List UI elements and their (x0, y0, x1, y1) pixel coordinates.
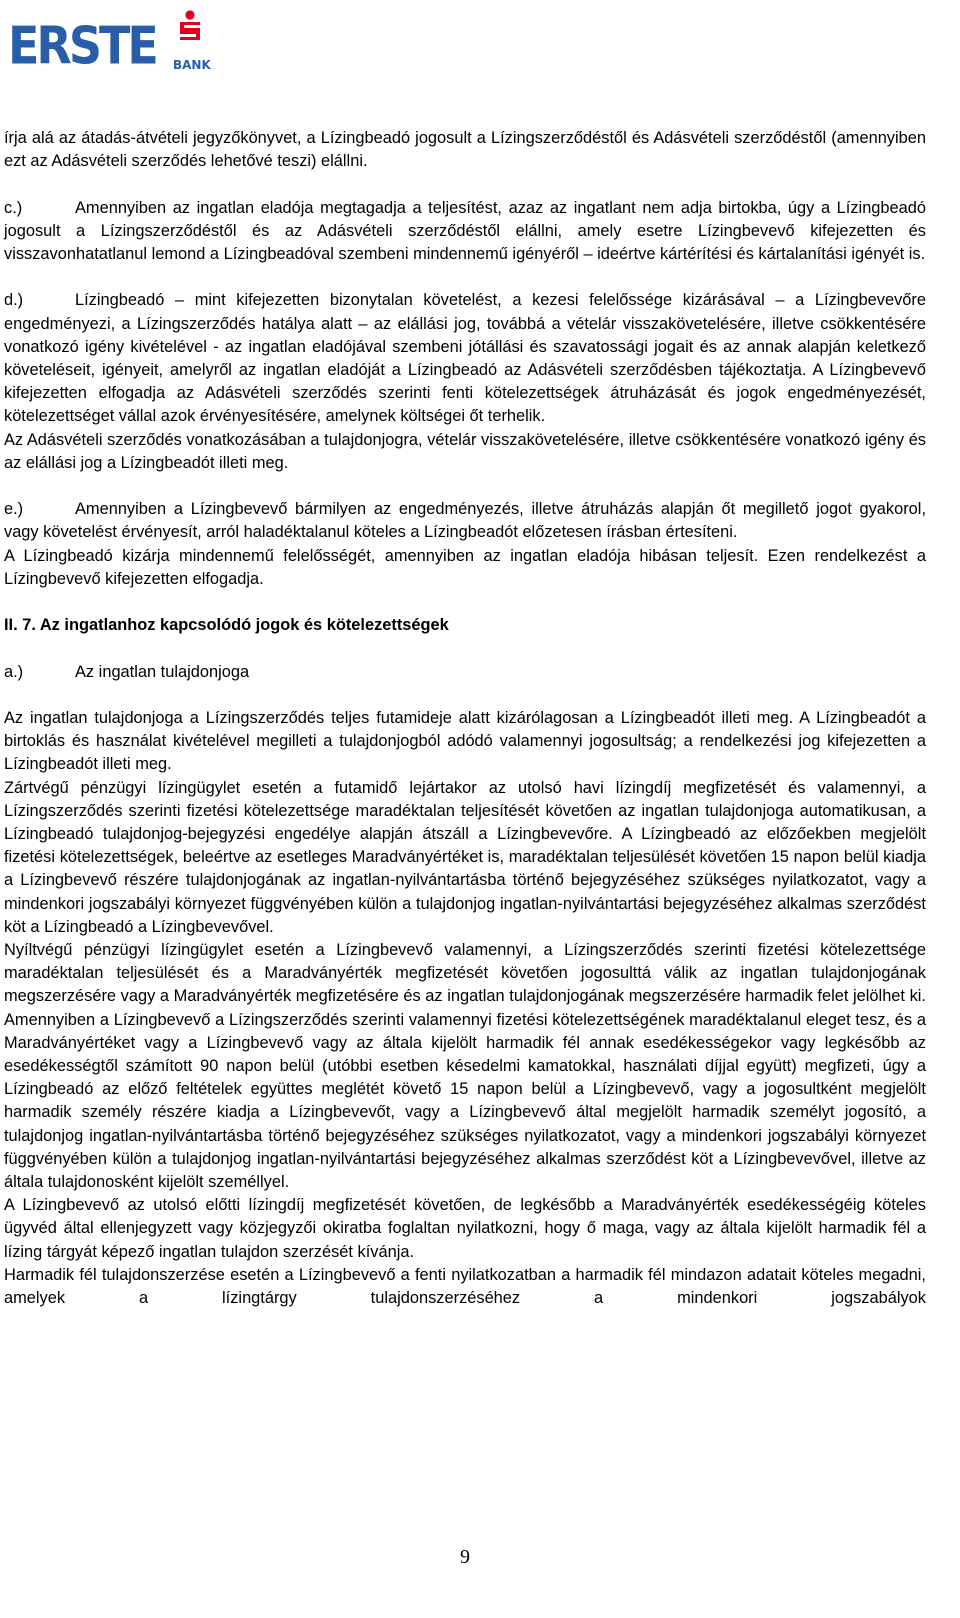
section-heading: II. 7. Az ingatlanhoz kapcsolódó jogok és kötelezettségek (4, 616, 449, 635)
paragraph-spacer (4, 475, 926, 498)
paragraph-spacer (4, 637, 926, 660)
paragraph-spacer (4, 266, 926, 289)
list-item-label: d.) (4, 291, 24, 310)
paragraph-spacer (4, 684, 926, 707)
paragraph-spacer (4, 173, 926, 196)
paragraph-spacer (4, 591, 926, 614)
list-item-label: c.) (4, 198, 23, 217)
logo-wordmark: ERSTE (8, 15, 156, 76)
erste-bank-logo (8, 6, 211, 76)
paragraph: Nyíltvégű pénzügyi lízingügylet esetén a Lízingbevevő valamennyi, a Lízingszerződés szerinti fizetési kötelezettsége maradéktalan teljesülését és a Maradványérték megfizetését követően jogosulttá válik az ingatlan tulajdonjogának megszerzésére vagy a Maradványérték megfizetésére és az ingatlan tulajdonjogának megszerzésére harmadik felet jelölhet ki. Amennyiben a Lízingbevevő a Lízingszerződés szerinti valamennyi fizetési kötelezettségének maradéktalanul eleget tesz, és a Maradványértéket vagy a Lízingbevevő vagy az általa kijelölt harmadik fél annak esedékességekor vagy legkésőbb az esedékességtől számított 90 napon belül (utóbbi esetben késedelmi kamatokkal, használati díjjal együtt) megfizeti, úgy a Lízingbeadó az előző feltételek együttes meglétét követő 15 napon belül a Lízingbevevő, vagy a jogosultként megjelölt harmadik személy részére kiadja a Lízingbevevőt, vagy a Lízingbevevő által megjelölt harmadik személyt jogosító, a tulajdonjog ingatlan-nyilvántartásba történő bejegyzéséhez szükséges nyilatkozatot, vagy a mindenkori jogszabályi környezet függvényében külön a tulajdonjog ingatlan-nyilvántartási bejegyzéséhez alkalmas szerződést köt a Lízingbevevővel, illetve az általa tulajdonosként kijelölt személlyel. (4, 941, 926, 1192)
list-item-text: Amennyiben az ingatlan eladója megtagadja a teljesítést, azaz az ingatlant nem adja birtokba, úgy a Lízingbeadó jogosult a Lízingszerződéstől és az Adásvételi szerződéstől elállni, amely esetre Lízingbevevő kifejezetten és visszavonhatatlanul lemond a Lízingbeadóval szembeni mindennemű igényéről – ideértve kártérítési és kártalanítási igényét is. (4, 198, 926, 263)
paragraph: Zártvégű pénzügyi lízingügylet esetén a futamidő lejártakor az utolsó havi lízingdíj megfizetését és valamennyi, a Lízingszerződés szerinti fizetési kötelezettsége maradéktalan teljesítését követően az ingatlan tulajdonjoga automatikusan, a Lízingbeadó tulajdonjog-bejegyzési engedélye alapján átszáll a Lízingbevevőre. A Lízingbeadó az előzőekben megjelölt fizetési kötelezettségek, beleértve az esetleges Maradványértéket is, maradéktalan teljesülését követően 15 napon belül kiadja a Lízingbevevő részére tulajdonjogának az ingatlan-nyilvántartásba történő bejegyzéséhez szükséges nyilatkozatot, vagy a mindenkori jogszabályi környezet függvényében külön a tulajdonjog ingatlan-nyilvántartási bejegyzéséhez alkalmas szerződést köt a Lízingbeadó a Lízingbevevővel. (4, 778, 926, 936)
list-item-text: Az ingatlan tulajdonjoga (75, 662, 250, 681)
list-item (4, 661, 926, 684)
contract-body (4, 127, 926, 1310)
logo-subtitle: BANK (173, 58, 211, 72)
list-item (4, 289, 926, 428)
paragraph: A Lízingbevevő az utolsó előtti lízingdíj megfizetését követően, de legkésőbb a Maradványérték esedékességéig köteles ügyvéd által ellenjegyzett vagy közjegyzői okiratba foglaltan nyilatkozni, hogy ő maga, vagy az általa kijelölt harmadik fél a lízing tárgyát képező ingatlan tulajdon szerzését kívánja. (4, 1196, 926, 1261)
page-number: 9 (460, 1546, 470, 1568)
bank-symbol-icon (176, 10, 204, 44)
paragraph: A Lízingbeadó kizárja mindennemű felelősségét, amennyiben az ingatlan eladója hibásan teljesít. Ezen rendelkezést a Lízingbevevő kifejezetten elfogadja. (4, 546, 926, 588)
paragraph: Az Adásvételi szerződés vonatkozásában a tulajdonjogra, vételár visszakövetelésére, illetve csökkentésére vonatkozó igény és az elállási jog a Lízingbeadót illeti meg. (4, 430, 926, 472)
list-item (4, 197, 926, 267)
list-item-text: Lízingbeadó – mint kifejezetten bizonytalan követelést, a kezesi felelőssége kizárásával – a Lízingbevevőre engedményezi, a Lízingszerződés hatálya alatt – az elállási jog, továbbá a vételár visszakövetelésére, illetve csökkentésére vonatkozó igény kivételével - az ingatlan eladójával szembeni jótállási és szavatossági jogait és az annak alapján keletkező követeléseit, igényeit, amelyről az ingatlan eladóját a Lízingbeadó az Adásvételi szerződésben tájékoztatja. A Lízingbevevő kifejezetten elfogadja az Adásvételi szerződés szerinti fenti kötelezettségek átruházását és jogok engedményezését, kötelezettséget vállal azok érvényesítésére, amelynek költségei őt terhelik. (4, 291, 926, 426)
paragraph: Harmadik fél tulajdonszerzése esetén a Lízingbevevő a fenti nyilatkozatban a harmadik fél mindazon adatait köteles megadni, amelyek a lízingtárgy tulajdonszerzéséhez a mindenkori jogszabályok (4, 1265, 926, 1308)
paragraph: írja alá az átadás-átvételi jegyzőkönyvet, a Lízingbeadó jogosult a Lízingszerződéstől és Adásvételi szerződéstől (amennyiben ezt az Adásvételi szerződés lehetővé teszi) elállni. (4, 129, 926, 171)
list-item-text: Amennyiben a Lízingbevevő bármilyen az engedményezés, illetve átruházás alapján őt megillető jogot gyakorol, vagy követelést érvényesít, arról haladéktalanul köteles a Lízingbeadót előzetesen írásban értesíteni. (4, 500, 926, 542)
list-item (4, 498, 926, 544)
list-item-label: a.) (4, 662, 24, 681)
paragraph: Az ingatlan tulajdonjoga a Lízingszerződés teljes futamideje alatt kizárólagosan a Lízingbeadót illeti meg. A Lízingbeadót a birtoklás és használat kivételével megilleti a tulajdonjogból adódó valamennyi jogosultság; a rendelkezési jog kifejezetten a Lízingbeadót illeti meg. (4, 708, 926, 774)
list-item-label: e.) (4, 500, 24, 519)
